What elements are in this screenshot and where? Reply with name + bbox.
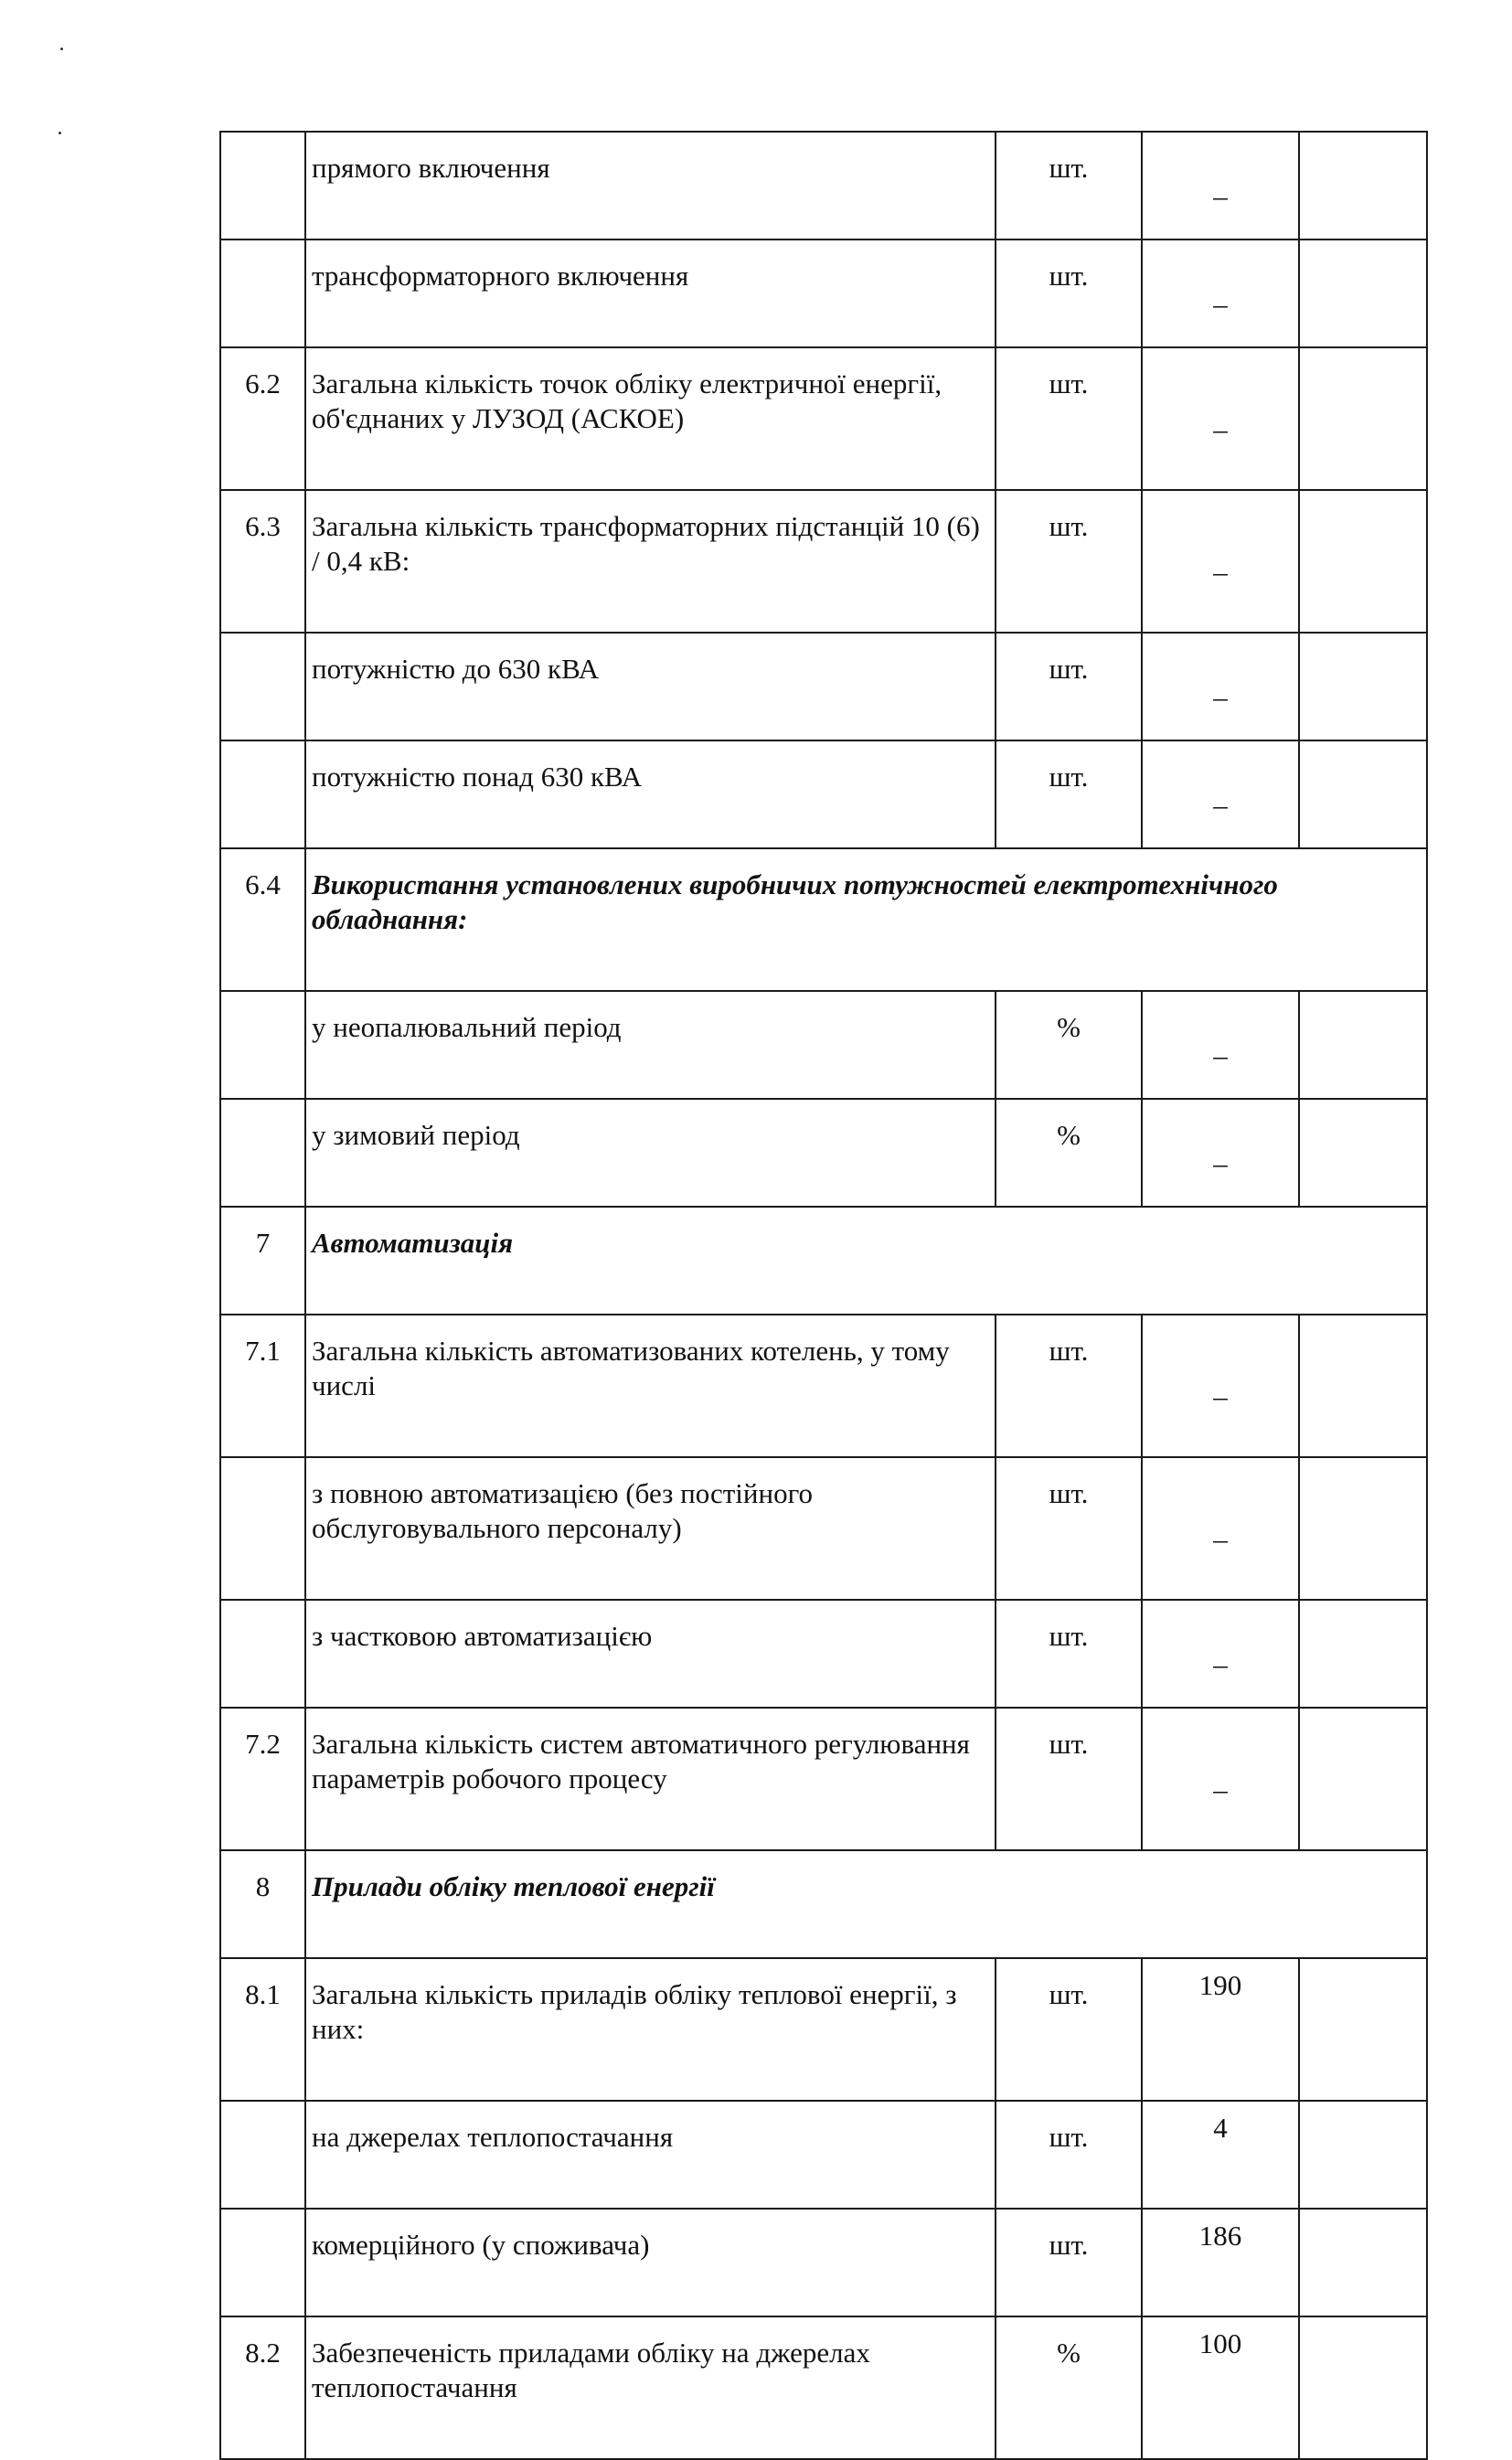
value-cell: – (1142, 740, 1299, 848)
unit-cell: шт. (996, 740, 1142, 848)
empty-cell (1299, 633, 1427, 740)
section-row (220, 1850, 1427, 1958)
indicator-name: Забезпеченість приладами обліку на джерелах теплопостачання (305, 2316, 996, 2459)
row-number: 8.2 (220, 2316, 305, 2459)
value-cell: 4 (1142, 2101, 1299, 2209)
row-number: 7.1 (220, 1315, 305, 1457)
value-cell: 186 (1142, 2209, 1299, 2316)
table-row (220, 347, 1427, 490)
row-number (220, 2209, 305, 2316)
value-cell: – (1142, 347, 1299, 490)
value-cell: – (1142, 132, 1299, 240)
row-number (220, 991, 305, 1099)
unit-cell: шт. (996, 1315, 1142, 1457)
indicator-name: на джерелах теплопостачання (305, 2101, 996, 2209)
value-cell: 100 (1142, 2316, 1299, 2459)
unit-cell: шт. (996, 2101, 1142, 2209)
table-row (220, 740, 1427, 848)
table-row (220, 132, 1427, 240)
table-row (220, 2316, 1427, 2459)
row-number (220, 1457, 305, 1600)
table-row (220, 1099, 1427, 1207)
unit-cell: % (996, 2316, 1142, 2459)
indicator-name: прямого включення (305, 132, 996, 240)
document-sheet (219, 131, 1426, 2460)
unit-cell: шт. (996, 347, 1142, 490)
empty-cell (1299, 1600, 1427, 1708)
indicator-name: у зимовий період (305, 1099, 996, 1207)
section-row (220, 1207, 1427, 1315)
empty-cell (1299, 347, 1427, 490)
table-body (220, 132, 1427, 2459)
row-number (220, 240, 305, 347)
value-cell: – (1142, 633, 1299, 740)
empty-cell (1299, 1958, 1427, 2101)
row-number: 7 (220, 1207, 305, 1315)
scan-artifact-dot (60, 48, 63, 50)
unit-cell: шт. (996, 633, 1142, 740)
empty-cell (1299, 132, 1427, 240)
value-cell: – (1142, 240, 1299, 347)
section-heading: Використання установлених виробничих потужностей електротехнічного обладнання: (305, 848, 1427, 991)
value-cell: – (1142, 1099, 1299, 1207)
empty-cell (1299, 1099, 1427, 1207)
indicator-name: з частковою автоматизацією (305, 1600, 996, 1708)
unit-cell: шт. (996, 240, 1142, 347)
indicator-name: Загальна кількість систем автоматичного регулювання параметрів робочого процесу (305, 1708, 996, 1850)
empty-cell (1299, 490, 1427, 633)
table-row (220, 1315, 1427, 1457)
table-row (220, 2101, 1427, 2209)
row-number: 8.1 (220, 1958, 305, 2101)
value-cell: – (1142, 1315, 1299, 1457)
table-row (220, 2209, 1427, 2316)
indicator-name: трансформаторного включення (305, 240, 996, 347)
table-row (220, 1457, 1427, 1600)
unit-cell: % (996, 991, 1142, 1099)
table-row (220, 1600, 1427, 1708)
indicator-name: з повною автоматизацією (без постійного обслуговувального персоналу) (305, 1457, 996, 1600)
indicator-name: Загальна кількість трансформаторних підстанцій 10 (6) / 0,4 кВ: (305, 490, 996, 633)
value-cell: – (1142, 1600, 1299, 1708)
row-number (220, 1099, 305, 1207)
value-cell: – (1142, 1708, 1299, 1850)
table-row (220, 240, 1427, 347)
value-cell: – (1142, 490, 1299, 633)
scan-artifact-dot (59, 132, 61, 134)
indicator-name: Загальна кількість приладів обліку теплової енергії, з них: (305, 1958, 996, 2101)
table-row (220, 1958, 1427, 2101)
empty-cell (1299, 1457, 1427, 1600)
section-row (220, 848, 1427, 991)
row-number: 8 (220, 1850, 305, 1958)
indicator-name: потужністю до 630 кВА (305, 633, 996, 740)
empty-cell (1299, 991, 1427, 1099)
empty-cell (1299, 740, 1427, 848)
row-number (220, 132, 305, 240)
table-row (220, 991, 1427, 1099)
unit-cell: шт. (996, 2209, 1142, 2316)
unit-cell: шт. (996, 1457, 1142, 1600)
table-row (220, 1708, 1427, 1850)
row-number (220, 740, 305, 848)
value-cell: – (1142, 1457, 1299, 1600)
empty-cell (1299, 2101, 1427, 2209)
empty-cell (1299, 2209, 1427, 2316)
indicators-table (219, 131, 1428, 2460)
indicator-name: Загальна кількість автоматизованих котелень, у тому числі (305, 1315, 996, 1457)
row-number (220, 633, 305, 740)
empty-cell (1299, 1315, 1427, 1457)
row-number (220, 2101, 305, 2209)
unit-cell: % (996, 1099, 1142, 1207)
unit-cell: шт. (996, 1600, 1142, 1708)
section-heading: Автоматизація (305, 1207, 1427, 1315)
indicator-name: Загальна кількість точок обліку електричної енергії, об'єднаних у ЛУЗОД (АСКОЕ) (305, 347, 996, 490)
value-cell: – (1142, 991, 1299, 1099)
indicator-name: комерційного (у споживача) (305, 2209, 996, 2316)
value-cell: 190 (1142, 1958, 1299, 2101)
row-number (220, 1600, 305, 1708)
empty-cell (1299, 1708, 1427, 1850)
row-number: 6.4 (220, 848, 305, 991)
row-number: 7.2 (220, 1708, 305, 1850)
empty-cell (1299, 240, 1427, 347)
unit-cell: шт. (996, 490, 1142, 633)
unit-cell: шт. (996, 132, 1142, 240)
unit-cell: шт. (996, 1708, 1142, 1850)
indicator-name: у неопалювальний період (305, 991, 996, 1099)
row-number: 6.2 (220, 347, 305, 490)
row-number: 6.3 (220, 490, 305, 633)
indicator-name: потужністю понад 630 кВА (305, 740, 996, 848)
empty-cell (1299, 2316, 1427, 2459)
unit-cell: шт. (996, 1958, 1142, 2101)
section-heading: Прилади обліку теплової енергії (305, 1850, 1427, 1958)
table-row (220, 490, 1427, 633)
table-row (220, 633, 1427, 740)
